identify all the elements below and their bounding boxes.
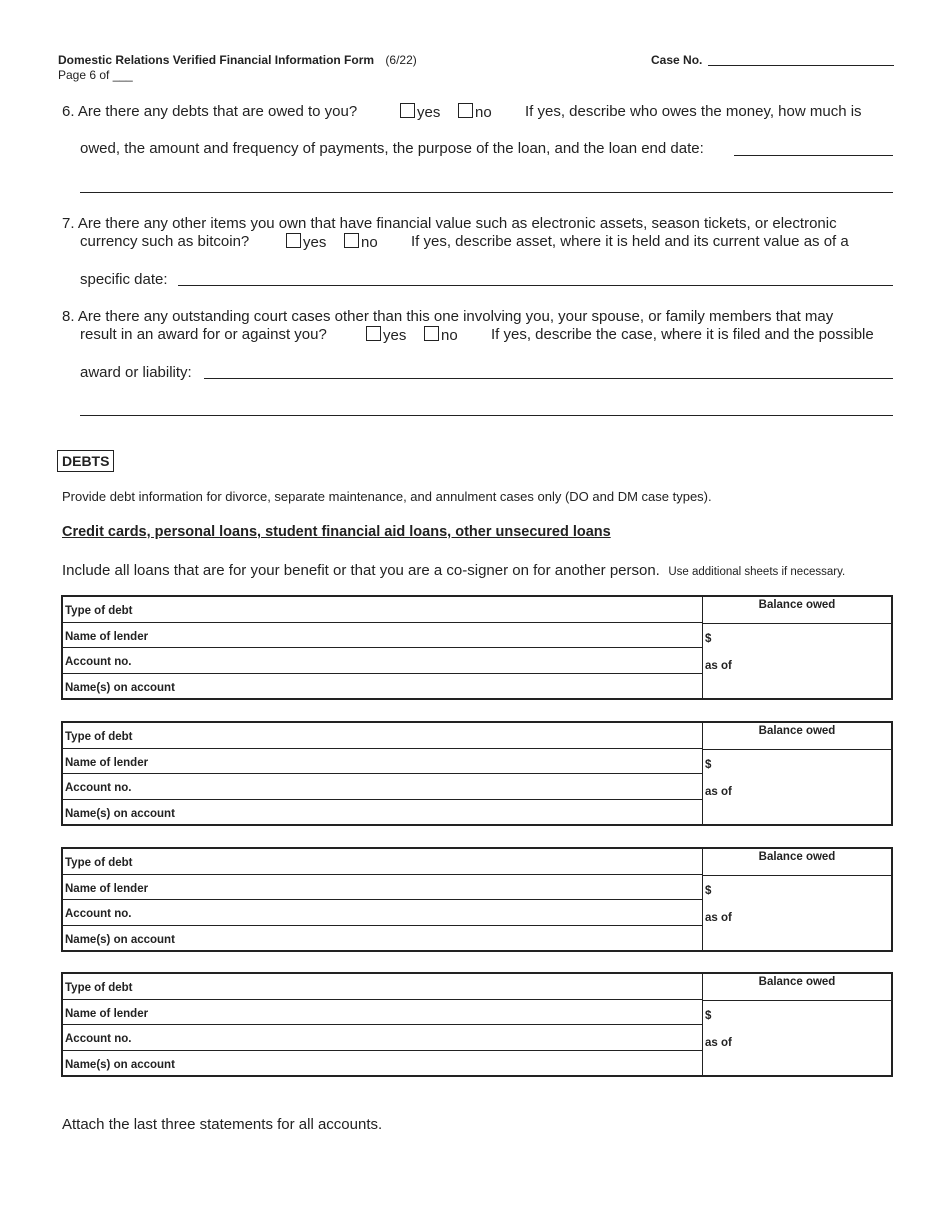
q6-answer-line-1[interactable] [734,155,893,156]
debt-table [61,972,893,1077]
q7-yes-option[interactable] [286,233,326,251]
q8-yes-label: yes [383,327,407,344]
debt-table [61,847,893,952]
lender-name-field[interactable]: Name of lender [63,623,702,649]
q8-followup-2: award or liability: [80,364,192,381]
account-no-field[interactable]: Account no. [63,774,702,800]
debts-subheading: Credit cards, personal loans, student financial aid loans, other unsecured loans [62,524,611,540]
form-title-text: Domestic Relations Verified Financial Information Form [58,53,375,67]
type-of-debt-field[interactable]: Type of debt [63,849,702,875]
q8-answer-line-1[interactable] [204,378,893,379]
debts-instruction-note: Use additional sheets if necessary. [668,566,846,578]
q6-yes-label: yes [417,104,441,121]
q8-no-checkbox[interactable] [424,326,439,341]
lender-name-field[interactable]: Name of lender [63,1000,702,1026]
names-on-account-field[interactable]: Name(s) on account [65,807,175,820]
form-version: (6/22) [385,53,417,67]
names-on-account-field[interactable]: Name(s) on account [65,681,175,694]
q8-text-1: Are there any outstanding court cases other than this one involving you, your spouse, or family members that may [77,308,834,325]
q7-followup-2: specific date: [80,271,168,288]
q7-no-option[interactable] [344,233,378,251]
q7-no-label: no [361,234,378,251]
debts-footer-note: Attach the last three statements for all accounts. [62,1116,383,1133]
balance-column [703,849,891,950]
question-8 [62,308,833,325]
lender-name-field[interactable]: Name of lender [63,749,702,775]
balance-amount-field[interactable]: $ [705,759,712,771]
q8-number: 8. [62,308,75,325]
balance-owed-header: Balance owed [703,849,891,876]
balance-owed-header: Balance owed [703,974,891,1001]
account-no-field[interactable]: Account no. [63,1025,702,1051]
debts-instruction-text: Include all loans that are for your benefit or that you are a co-signer on for another person. [62,562,660,579]
debts-section-title: DEBTS [57,450,114,472]
debt-table [61,721,893,826]
question-6 [62,103,357,120]
account-no-field[interactable]: Account no. [63,648,702,674]
q7-no-checkbox[interactable] [344,233,359,248]
balance-owed-header: Balance owed [703,723,891,750]
q6-followup-2: owed, the amount and frequency of payments, the purpose of the loan, and the loan end date: [80,140,704,157]
q7-yes-checkbox[interactable] [286,233,301,248]
debts-intro: Provide debt information for divorce, separate maintenance, and annulment cases only (DO and DM case types). [62,489,712,504]
q8-followup-1: If yes, describe the case, where it is filed and the possible [491,326,874,343]
lender-name-field[interactable]: Name of lender [63,875,702,901]
q8-answer-line-2[interactable] [80,415,893,416]
names-on-account-field[interactable]: Name(s) on account [65,933,175,946]
q6-answer-line-2[interactable] [80,192,893,193]
q6-no-option[interactable] [458,103,492,121]
balance-owed-header: Balance owed [703,597,891,624]
case-no-field[interactable] [708,65,894,66]
type-of-debt-field[interactable]: Type of debt [63,974,702,1000]
q6-yes-option[interactable] [400,103,440,121]
question-7 [62,215,837,232]
page-label: Page 6 of ___ [58,68,133,82]
q7-yes-label: yes [303,234,327,251]
balance-column [703,723,891,824]
debt-table [61,595,893,700]
balance-column [703,597,891,698]
balance-amount-field[interactable]: $ [705,885,712,897]
q8-no-label: no [441,327,458,344]
type-of-debt-field[interactable]: Type of debt [63,597,702,623]
account-no-field[interactable]: Account no. [63,900,702,926]
type-of-debt-field[interactable]: Type of debt [63,723,702,749]
balance-as-of-date-field[interactable]: as of [705,660,732,672]
q8-yes-option[interactable] [366,326,406,344]
q6-no-label: no [475,104,492,121]
balance-amount-field[interactable]: $ [705,1010,712,1022]
q6-number: 6. [62,103,75,120]
q7-followup-1: If yes, describe asset, where it is held and its current value as of a [411,233,849,250]
debt-fields [63,723,703,824]
q7-answer-line[interactable] [178,285,893,286]
balance-as-of-date-field[interactable]: as of [705,1037,732,1049]
balance-as-of-date-field[interactable]: as of [705,912,732,924]
q8-no-option[interactable] [424,326,458,344]
debt-fields [63,849,703,950]
q6-followup-1: If yes, describe who owes the money, how much is [525,103,862,120]
q7-number: 7. [62,215,75,232]
case-no-label: Case No. [651,53,703,67]
balance-amount-field[interactable]: $ [705,633,712,645]
q7-text-2: currency such as bitcoin? [80,233,250,250]
form-title [58,53,417,67]
q7-text-1: Are there any other items you own that have financial value such as electronic assets, season tickets, or electronic [77,215,837,232]
debts-instruction [62,562,845,580]
balance-column [703,974,891,1075]
names-on-account-field[interactable]: Name(s) on account [65,1058,175,1071]
q6-text: Are there any debts that are owed to you? [77,103,358,120]
q6-yes-checkbox[interactable] [400,103,415,118]
balance-as-of-date-field[interactable]: as of [705,786,732,798]
q6-no-checkbox[interactable] [458,103,473,118]
q8-yes-checkbox[interactable] [366,326,381,341]
q8-text-2: result in an award for or against you? [80,326,327,343]
debt-fields [63,974,703,1075]
debt-fields [63,597,703,698]
